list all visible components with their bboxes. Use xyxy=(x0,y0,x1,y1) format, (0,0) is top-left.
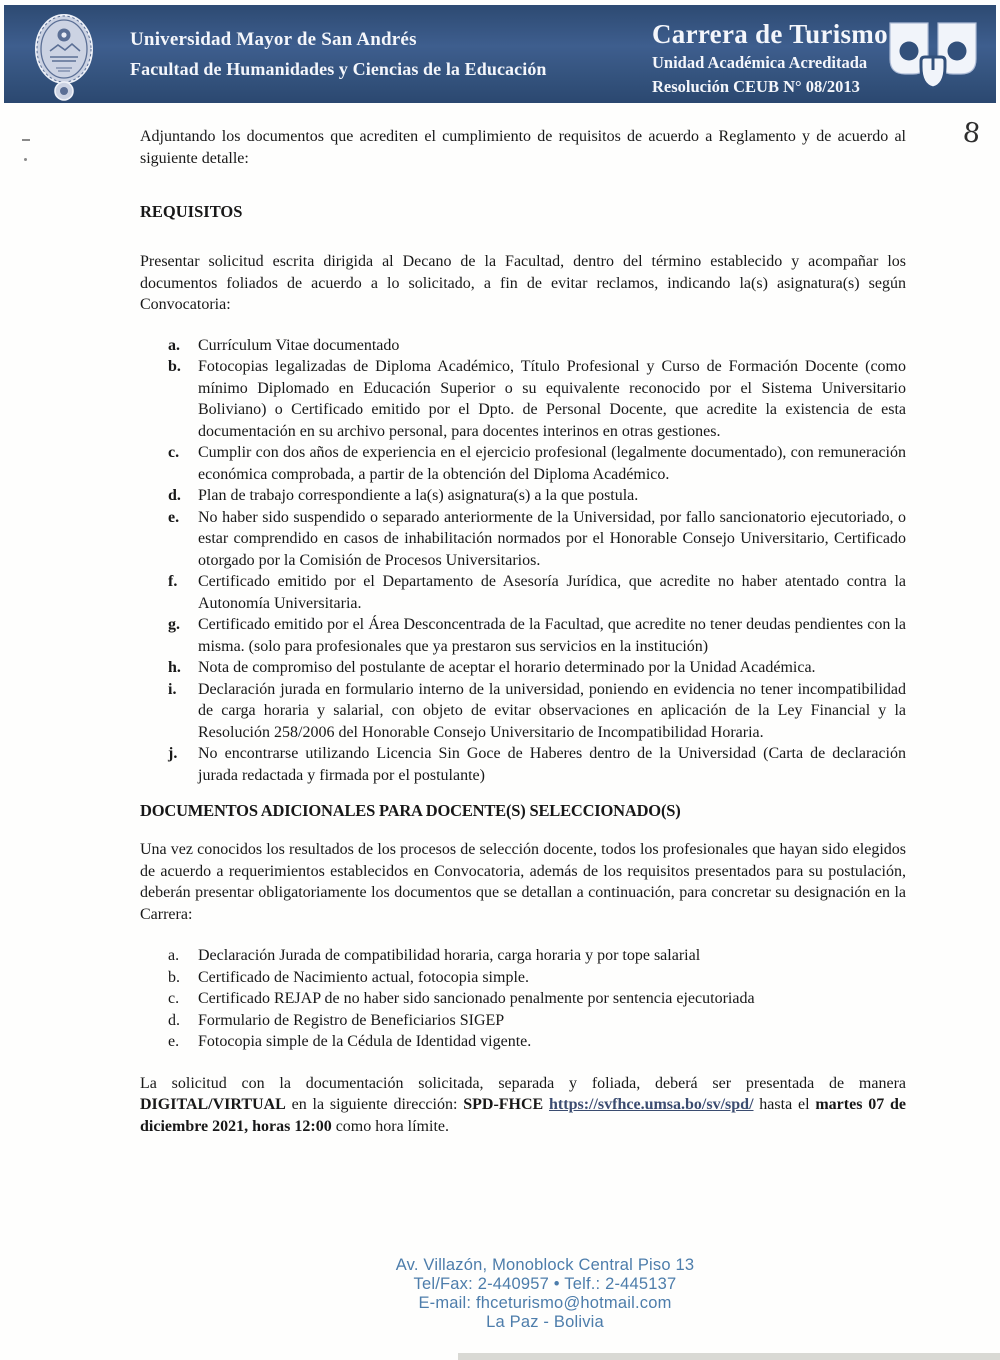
list-item xyxy=(168,442,906,485)
list-item xyxy=(168,967,906,989)
list-item-text: Certificado de Nacimiento actual, fotocopia simple. xyxy=(198,968,529,986)
digital-virtual-label: DIGITAL/VIRTUAL xyxy=(140,1096,286,1113)
adicionales-heading: DOCUMENTOS ADICIONALES PARA DOCENTE(S) SELECCIONADO(S) xyxy=(140,801,681,820)
footer-email: E-mail: fhceturismo@hotmail.com xyxy=(418,1294,672,1312)
list-item xyxy=(168,571,906,614)
list-item xyxy=(168,679,906,744)
footer-phones: Tel/Fax: 2-440957 • Telf.: 2-445137 xyxy=(413,1275,677,1293)
list-item-text: Formulario de Registro de Beneficiarios SIGEP xyxy=(198,1011,505,1029)
closing-text: como hora límite. xyxy=(331,1117,449,1135)
list-item-text: Fotocopias legalizadas de Diploma Académico, Título Profesional y Curso de Formación Docente (como mínimo Diplomado en Educación Superior o su equivalente reconocido por el Sistema Universitario Boliviano) o Certificado emitido por el Dpto. de Personal Docente, que acredite la existencia de esta documentación en su archivo personal, para docentes interinos en otras gestiones. xyxy=(198,358,906,440)
list-item-label: f. xyxy=(168,573,178,590)
header-banner xyxy=(4,5,996,103)
list-item xyxy=(168,485,906,507)
list-item-text: Cumplir con dos años de experiencia en el ejercicio profesional (legalmente documentado), con remuneración económica comprobada, a partir de la obtención del Diploma Académico. xyxy=(198,444,906,483)
list-item-text: Fotocopia simple de la Cédula de Identidad vigente. xyxy=(198,1033,532,1050)
adicionales-intro: Una vez conocidos los resultados de los procesos de selección docente, todos los profesionales que hayan sido elegidos de acuerdo a requerimientos establecidos en Convocatoria, además de los requisitos presentados para su postulación, deberán presentar obligatoriamente los documentos que se detallan a continuación, para concretar su designación en la Carrera: xyxy=(140,841,906,923)
closing-paragraph xyxy=(140,1073,906,1138)
footer-city: La Paz - Bolivia xyxy=(486,1313,604,1331)
footer-contact-block xyxy=(90,1256,1000,1332)
list-item-text: Certificado emitido por el Área Desconcentrada de la Facultad, que acredite no tener deudas pendientes con la misma. (solo para profesionales que ya prestaron sus servicios en la institución) xyxy=(198,616,906,655)
requisitos-heading: REQUISITOS xyxy=(140,202,243,221)
list-item-label: d. xyxy=(168,487,181,504)
list-item-text: Declaración Jurada de compatibilidad horaria, carga horaria y por tope salarial xyxy=(198,947,701,964)
closing-text: hasta el xyxy=(753,1096,816,1113)
career-title: Carrera de Turismo xyxy=(652,19,888,49)
turismo-owl-logo-icon xyxy=(882,17,984,97)
accreditation-label: Unidad Académica Acreditada xyxy=(652,53,868,72)
list-item xyxy=(168,1031,906,1053)
list-item xyxy=(168,356,906,442)
umsa-seal-icon xyxy=(22,11,110,103)
list-item-label: d. xyxy=(168,1011,180,1029)
list-item-label: c. xyxy=(168,990,180,1007)
list-item-text: Certificado emitido por el Departamento de Asesoría Jurídica, que acredite no haber atentado contra la Autonomía Universitaria. xyxy=(198,573,906,612)
list-item-text: No haber sido suspendido o separado anteriormente de la Universidad, por fallo sancionatorio ejecutoriado, o estar comprendido en casos de inhabilitación normados por el Honorable Consejo Universitario, Certificado otorgado por la Comisión de Procesos Universitarios. xyxy=(198,508,906,569)
list-item-text: Currículum Vitae documentado xyxy=(198,336,400,354)
list-item-text: Plan de trabajo correspondiente a la(s) asignatura(s) a la que postula. xyxy=(198,487,639,504)
intro-paragraph: Adjuntando los documentos que acrediten el cumplimiento de requisitos de acuerdo a Reglamento y de acuerdo al siguiente detalle: xyxy=(140,128,906,167)
footer-address: Av. Villazón, Monoblock Central Piso 13 xyxy=(395,1256,695,1274)
closing-text: en la siguiente dirección: xyxy=(285,1096,464,1113)
list-item-label: c. xyxy=(168,444,180,461)
handwritten-page-number: 8 xyxy=(961,117,982,150)
list-item-label: b. xyxy=(168,968,180,986)
list-item-label: b. xyxy=(168,358,181,375)
list-item-label: i. xyxy=(168,680,177,698)
scan-artifact-dot xyxy=(24,158,27,161)
list-item-text: Certificado REJAP de no haber sido sancionado penalmente por sentencia ejecutoriada xyxy=(198,990,755,1007)
requisitos-intro: Presentar solicitud escrita dirigida al Decano de la Facultad, dentro del término establecido y acompañar los documentos foliados de acuerdo a lo solicitado, a fin de evitar reclamos, indicando la(s) asignatura(s) según Convocatoria: xyxy=(140,253,906,313)
list-item-label: j. xyxy=(168,745,178,762)
list-item-label: h. xyxy=(168,659,181,676)
list-item-text: Nota de compromiso del postulante de aceptar el horario determinado por la Unidad Académica. xyxy=(198,659,816,676)
list-item-label: a. xyxy=(168,336,180,354)
resolution-label: Resolución CEUB N° 08/2013 xyxy=(652,77,860,96)
closing-text: La solicitud con la documentación solicitada, separada y foliada, deberá ser presentada de manera xyxy=(140,1074,906,1092)
submission-url-link[interactable]: https://svfhce.umsa.bo/sv/spd/ xyxy=(549,1096,754,1113)
list-item xyxy=(168,507,906,572)
scan-artifact-bottom-strip xyxy=(458,1353,1000,1360)
list-item xyxy=(168,657,906,679)
list-item xyxy=(168,1010,906,1032)
list-item xyxy=(168,945,906,967)
list-item xyxy=(168,743,906,786)
deadline-label: martes 07 de diciembre 2021, horas 12:00 xyxy=(140,1096,907,1135)
list-item-label: g. xyxy=(168,616,180,633)
list-item-label: a. xyxy=(168,947,180,964)
list-item-text: No encontrarse utilizando Licencia Sin Goce de Haberes dentro de la Universidad (Carta de declaración jurada redactada y firmada por el postulante) xyxy=(198,745,906,784)
requisitos-list xyxy=(168,335,906,787)
list-item-label: e. xyxy=(168,508,180,526)
adicionales-list xyxy=(168,945,906,1053)
list-item-label: e. xyxy=(168,1033,180,1050)
spd-fhce-label: SPD-FHCE xyxy=(463,1096,550,1113)
list-item xyxy=(168,614,906,657)
faculty-name: Facultad de Humanidades y Ciencias de la Educación xyxy=(130,59,547,79)
scan-artifact-dash xyxy=(22,139,30,141)
document-body xyxy=(140,126,906,1137)
university-name: Universidad Mayor de San Andrés xyxy=(130,29,417,50)
list-item xyxy=(168,988,906,1010)
list-item-text: Declaración jurada en formulario interno de la universidad, poniendo en evidencia no tener incompatibilidad de carga horaria y salarial, con objeto de evitar observaciones en aplicación de la Ley Financial y la Resolución 258/2006 del Honorable Consejo Universitario de Incompatibilidad Horaria. xyxy=(198,680,906,741)
list-item xyxy=(168,335,906,357)
